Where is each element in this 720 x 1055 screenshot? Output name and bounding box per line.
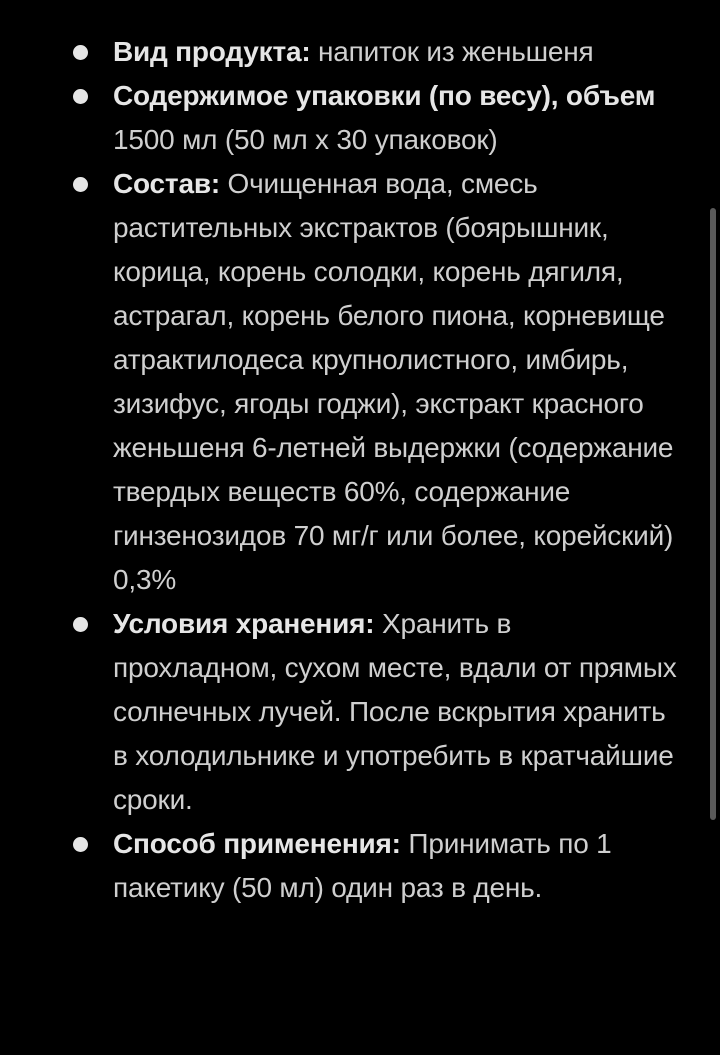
bullet-icon (73, 45, 88, 60)
spec-label: Вид продукта: (113, 36, 311, 67)
bullet-icon (73, 617, 88, 632)
spec-label: Состав: (113, 168, 220, 199)
spec-label: Условия хранения: (113, 608, 375, 639)
spec-product-type (0, 30, 700, 74)
spec-storage-conditions (0, 602, 700, 822)
spec-value: Очищенная вода, смесь растительных экстрактов (боярышник, корица, корень солодки, корень дягиля, астрагал, корень белого пиона, корневище атрактилодеса крупнолистного, имбирь, зизифус, ягоды годжи), экстракт красного женьшеня 6-летней выдержки (содержание твердых веществ 60%, содержание гинзенозидов 70 мг/г или более, корейский) 0,3% (113, 168, 674, 595)
bullet-icon (73, 177, 88, 192)
bullet-icon (73, 89, 88, 104)
product-spec-list (0, 30, 700, 910)
scrollbar[interactable] (710, 208, 716, 820)
spec-value: Принимать по 1 пакетику (50 мл) один раз в день. (113, 828, 612, 903)
spec-package-contents (0, 74, 700, 162)
spec-value: Хранить в прохладном, сухом месте, вдали от прямых солнечных лучей. После вскрытия хранить в холодильнике и употребить в кратчайшие сроки. (113, 608, 677, 815)
spec-label: Способ применения: (113, 828, 401, 859)
bullet-icon (73, 837, 88, 852)
spec-value: 1500 мл (50 мл x 30 упаковок) (113, 124, 498, 155)
spec-composition (0, 162, 700, 602)
spec-label: Содержимое упаковки (по весу), объем (113, 80, 656, 111)
spec-value: напиток из женьшеня (310, 36, 594, 67)
spec-usage (0, 822, 700, 910)
